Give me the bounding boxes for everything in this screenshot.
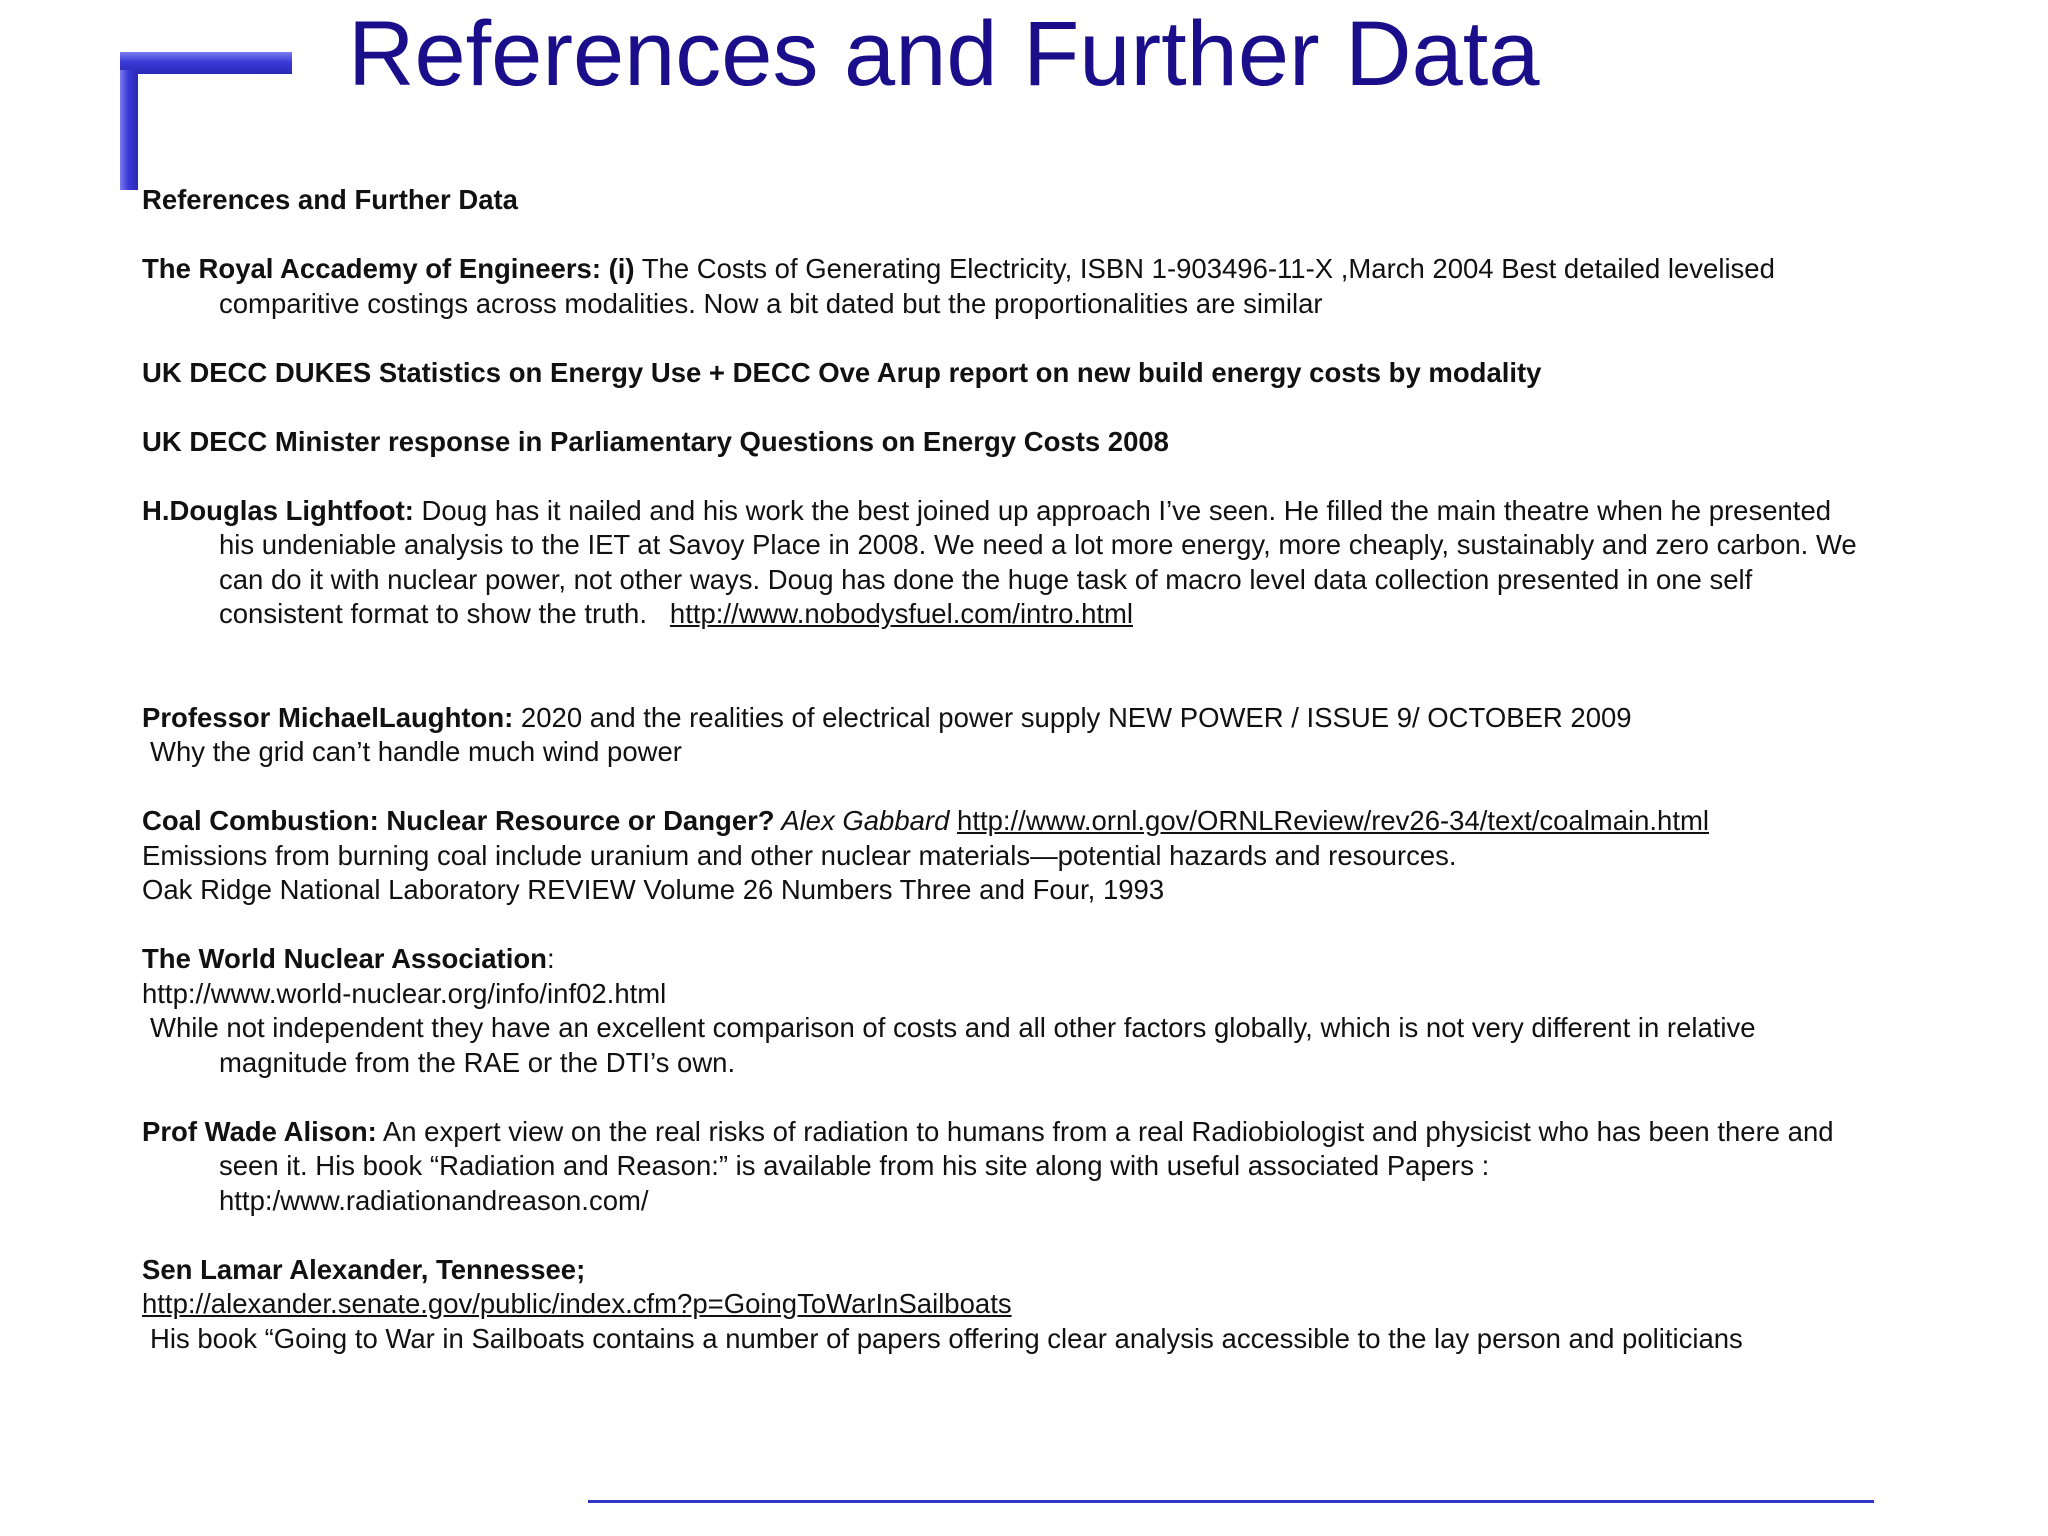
- ref-alison-line1: An expert view on the real risks of radiation to humans from a real Radiobiologist and physicist who has been there and: [376, 1115, 1834, 1147]
- ref-lightfoot-name: H.Douglas Lightfoot:: [142, 494, 414, 526]
- bottom-divider: [588, 1500, 1874, 1503]
- spacer: [142, 908, 1942, 943]
- ref-alison-name: Prof Wade Alison:: [142, 1115, 377, 1147]
- ref-lightfoot-line2: his undeniable analysis to the IET at Savoy Place in 2008. We need a lot more energy, more cheaply, sustainably and zero carbon. We: [219, 529, 1857, 560]
- references-heading: References and Further Data: [142, 184, 518, 215]
- ref-alexander-line1: His book “Going to War in Sailboats contains a number of papers offering clear analysis accessible to the lay person and politicians: [150, 1322, 1743, 1354]
- spacer: [142, 390, 1942, 425]
- ref-coal-author: Alex Gabbard: [774, 805, 950, 836]
- ref-wna-colon: :: [546, 943, 555, 974]
- ref-wna: [142, 942, 1942, 977]
- ref-laughton: [142, 701, 1942, 736]
- ref-rae-text: The Costs of Generating Electricity, ISBN 1-903496-11-X ,March 2004 Best detailed levelised: [634, 253, 1775, 284]
- ref-wna-url[interactable]: http://www.world-nuclear.org/info/inf02.html: [142, 977, 667, 1009]
- slide-title: References and Further Data: [348, 3, 1540, 105]
- ref-lightfoot-line4-text: consistent format to show the truth.: [219, 598, 670, 629]
- spacer: [142, 321, 1942, 356]
- corner-decoration-horizontal: [120, 52, 292, 74]
- ref-decc-dukes: UK DECC DUKES Statistics on Energy Use + DECC Ove Arup report on new build energy costs by modality: [142, 356, 1542, 388]
- ref-wna-line2: magnitude from the RAE or the DTI’s own.: [219, 1046, 736, 1078]
- coal-link[interactable]: http://www.ornl.gov/ORNLReview/rev26-34/text/coalmain.html: [957, 805, 1709, 836]
- ref-decc-minister: UK DECC Minister response in Parliamentary Questions on Energy Costs 2008: [142, 425, 1169, 457]
- ref-laughton-line1: 2020 and the realities of electrical power supply NEW POWER / ISSUE 9/ OCTOBER 2009: [513, 701, 1632, 733]
- spacer: [142, 218, 1942, 253]
- ref-laughton-line2: Why the grid can’t handle much wind power: [150, 736, 682, 767]
- spacer: [142, 770, 1942, 805]
- ref-rae-name: The Royal Accademy of Engineers: (i): [142, 253, 635, 284]
- ref-lightfoot-line3: can do it with nuclear power, not other ways. Doug has done the huge task of macro level data collection presented in one self: [219, 563, 1753, 595]
- ref-coal-line3: Oak Ridge National Laboratory REVIEW Volume 26 Numbers Three and Four, 1993: [142, 874, 1165, 905]
- ref-alison-line2: seen it. His book “Radiation and Reason:” is available from his site along with useful associated Papers :: [219, 1150, 1490, 1181]
- ref-alexander-name: Sen Lamar Alexander, Tennessee;: [142, 1253, 586, 1285]
- ref-alison-line3[interactable]: http:/www.radiationandreason.com/: [219, 1184, 649, 1216]
- ref-lightfoot-line1: Doug has it nailed and his work the best joined up approach I’ve seen. He filled the main theatre when he presented: [413, 494, 1832, 526]
- ref-wna-name: The World Nuclear Association: [142, 943, 547, 974]
- ref-wna-line1: While not independent they have an excellent comparison of costs and all other factors globally, which is not very different in relative: [150, 1012, 1756, 1043]
- ref-alison: [142, 1115, 1942, 1150]
- ref-lightfoot: [142, 494, 1942, 529]
- spacer: [142, 459, 1942, 494]
- ref-laughton-name: Professor MichaelLaughton:: [142, 701, 514, 733]
- lightfoot-link[interactable]: http://www.nobodysfuel.com/intro.html: [669, 598, 1134, 629]
- corner-decoration-vertical: [120, 70, 138, 190]
- spacer: [142, 1080, 1942, 1115]
- ref-coal: [142, 804, 1942, 839]
- ref-rae: [142, 252, 1942, 287]
- ref-lightfoot-line4: [142, 597, 1942, 632]
- ref-rae-line2: comparitive costings across modalities. Now a bit dated but the proportionalities are similar: [219, 287, 1323, 319]
- references-body: [142, 183, 1942, 1356]
- spacer: [142, 666, 1942, 701]
- ref-coal-line2: Emissions from burning coal include uranium and other nuclear materials—potential hazards and resources.: [142, 839, 1457, 871]
- spacer: [142, 632, 1942, 667]
- spacer: [142, 1218, 1942, 1253]
- ref-coal-title: Coal Combustion: Nuclear Resource or Danger?: [142, 805, 775, 836]
- alexander-link[interactable]: http://alexander.senate.gov/public/index.cfm?p=GoingToWarInSailboats: [142, 1288, 1012, 1319]
